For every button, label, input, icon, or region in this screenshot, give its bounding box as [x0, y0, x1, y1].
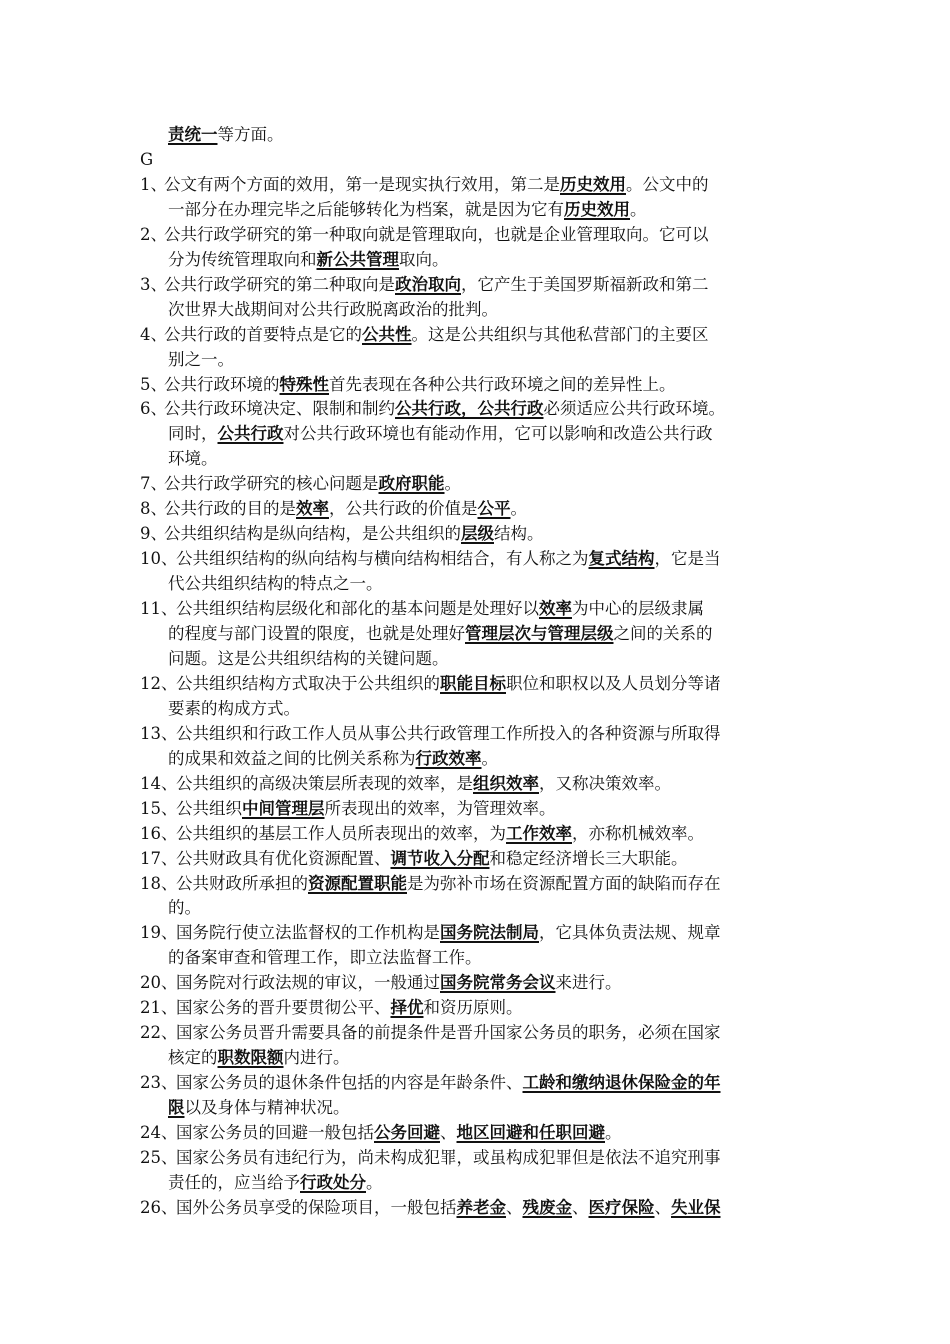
text-run: 公共行政环境决定、限制和制约: [164, 399, 395, 419]
item-number: 2、: [140, 224, 167, 244]
item-number: 15、: [140, 798, 178, 818]
text-run: 公共组织结构层级化和部化的基本问题是处理好以: [176, 599, 539, 619]
item-number: 14、: [140, 773, 178, 793]
item-text-line: [164, 222, 709, 247]
item-text-line: [164, 322, 709, 347]
item-text-line: [168, 621, 713, 646]
item-number: 3、: [140, 274, 167, 294]
answer-text: 养老金: [456, 1197, 506, 1217]
answer-text: 公平: [477, 499, 511, 519]
text-run: 必须适应公共行政环境。: [543, 399, 725, 419]
continuation-line: [168, 122, 284, 147]
item-text-line: [168, 421, 713, 446]
item-number: 9、: [140, 524, 167, 544]
item-text-line: [176, 1070, 721, 1095]
item-number: 25、: [140, 1147, 178, 1167]
item-number: 7、: [140, 474, 167, 494]
text-run: 国务院对行政法规的审议，一般通过: [176, 973, 440, 993]
item-number: 1、: [140, 174, 167, 194]
answer-text: 中间管理层: [242, 798, 325, 818]
text-run: 国家公务员的回避一般包括: [176, 1123, 374, 1142]
answer-text: 国务院常务会议: [440, 973, 556, 993]
text-run: 为中心的层级隶属: [572, 599, 704, 619]
answer-text: 政府职能: [378, 474, 445, 494]
item-text-line: [168, 696, 300, 721]
text-run: ，它产生于美国罗斯福新政和第二: [461, 274, 709, 294]
item-text-line: [168, 1170, 383, 1195]
text-run: 、: [654, 1197, 671, 1217]
item-number: 20、: [140, 973, 178, 993]
item-text-line: [176, 846, 688, 871]
item-text-line: [168, 945, 482, 970]
item-text-line: [176, 1195, 721, 1220]
answer-text: 资源配置职能: [308, 873, 407, 893]
item-text-line: [176, 771, 671, 796]
answer-text: 地区回避和任职回避: [456, 1123, 605, 1142]
text-run: 公共组织和行政工作人员从事公共行政管理工作所投入的各种资源与所取得: [176, 723, 721, 743]
text-run: 公共财政具有优化资源配置、: [176, 848, 391, 868]
item-number: 8、: [140, 499, 167, 519]
item-text-line: [168, 347, 234, 372]
answer-text: 行政处分: [300, 1172, 366, 1192]
answer-text: 行政效率: [415, 748, 482, 768]
text-run: 核定的: [168, 1048, 218, 1068]
text-run: 之间的关系的: [613, 624, 713, 643]
item-text-line: [176, 871, 721, 896]
item-number: 23、: [140, 1073, 178, 1093]
text-run: 别之一。: [168, 349, 234, 369]
text-run: ，又称决策效率。: [539, 773, 671, 793]
text-run: 公共组织结构方式取决于公共组织的: [176, 673, 440, 693]
text-run: 、: [506, 1197, 523, 1217]
item-text-line: [168, 446, 218, 471]
text-run: 等方面。: [217, 125, 284, 144]
item-number: 13、: [140, 723, 178, 743]
item-text-line: [168, 1045, 350, 1070]
answer-text: 公务回避: [374, 1123, 440, 1142]
text-run: ，它是当: [654, 549, 721, 569]
text-run: 、: [572, 1197, 589, 1217]
text-run: 。: [630, 199, 647, 219]
item-text-line: [164, 471, 461, 496]
answer-text: 残废金: [522, 1197, 572, 1217]
text-run: 一部分在办理完毕之后能够转化为档案，就是因为它有: [168, 199, 564, 219]
text-run: 。: [481, 748, 498, 768]
text-run: 环境。: [168, 449, 218, 469]
item-number: 21、: [140, 998, 178, 1018]
text-run: 。公文中的: [626, 174, 709, 194]
item-number: 4、: [140, 324, 167, 344]
item-number: 6、: [140, 399, 167, 419]
item-number: 19、: [140, 923, 178, 943]
text-run: 公共行政学研究的第二种取向是: [164, 274, 395, 294]
item-text-line: [168, 297, 498, 322]
item-number: 11、: [140, 599, 178, 619]
item-text-line: [176, 671, 721, 696]
text-run: 以及身体与精神状况。: [184, 1098, 350, 1118]
item-text-line: [176, 970, 622, 995]
answer-text: 新公共管理: [316, 249, 399, 269]
item-text-line: [168, 646, 449, 671]
text-run: 对公共行政环境也有能动作用，它可以影响和改造公共行政: [283, 424, 713, 444]
answer-text: 效率: [539, 599, 572, 619]
answer-text: 复式结构: [588, 549, 655, 569]
text-run: 。: [510, 499, 527, 519]
text-run: 。: [366, 1172, 383, 1192]
text-run: 。: [605, 1123, 622, 1142]
text-run: 公共组织的基层工作人员所表现出的效率，为: [176, 823, 506, 843]
text-run: 来进行。: [555, 973, 622, 993]
text-run: 次世界大战期间对公共行政脱离政治的批判。: [168, 299, 498, 319]
item-text-line: [168, 1095, 350, 1120]
answer-text: 国务院法制局: [440, 923, 539, 943]
item-text-line: [164, 521, 544, 546]
text-run: 。: [444, 474, 461, 494]
text-run: 和资历原则。: [423, 998, 523, 1018]
text-run: 内进行。: [283, 1048, 350, 1068]
text-run: ，它具体负责法规、规章: [539, 923, 721, 943]
text-run: 取向。: [399, 249, 449, 269]
answer-text: 公共性: [362, 324, 412, 344]
text-run: 公共行政学研究的第一种取向就是管理取向，也就是企业管理取向。它可以: [164, 224, 709, 244]
text-run: 首先表现在各种公共行政环境之间的差异性上。: [329, 374, 676, 394]
text-run: 、: [440, 1123, 457, 1142]
item-number: 18、: [140, 873, 178, 893]
item-text-line: [176, 920, 721, 945]
item-text-line: [176, 1120, 622, 1145]
item-text-line: [168, 746, 498, 771]
item-text-line: [164, 396, 725, 421]
item-text-line: [176, 546, 721, 571]
answer-text: 失业保: [671, 1197, 721, 1217]
section-letter: G: [140, 149, 154, 169]
text-run: 公共财政所承担的: [176, 873, 308, 893]
item-number: 26、: [140, 1197, 178, 1217]
item-text-line: [164, 496, 527, 521]
text-run: 公共行政环境的: [164, 374, 280, 394]
answer-text: 职能目标: [440, 673, 506, 693]
text-run: 公共组织结构是纵向结构，是公共组织的: [164, 524, 461, 544]
item-number: 24、: [140, 1123, 178, 1142]
answer-text: 层级: [461, 524, 494, 544]
text-run: 公文有两个方面的效用，第一是现实执行效用，第二是: [164, 174, 560, 194]
item-text-line: [168, 895, 201, 920]
text-run: 国家公务员晋升需要具备的前提条件是晋升国家公务员的职务，必须在国家: [176, 1023, 721, 1043]
text-run: 公共组织的高级决策层所表现的效率，是: [176, 773, 473, 793]
text-run: 和稳定经济增长三大职能。: [489, 848, 688, 868]
answer-text: 管理层次与管理层级: [465, 624, 614, 643]
answer-text: 工作效率: [506, 823, 572, 843]
item-number: 12、: [140, 673, 178, 693]
text-run: 所表现出的效率，为管理效率。: [324, 798, 556, 818]
answer-text: 公共行政，公共行政: [395, 399, 544, 419]
text-run: 国家公务的晋升要贯彻公平、: [176, 998, 391, 1018]
answer-text: 历史效用: [564, 199, 630, 219]
answer-text: 工龄和缴纳退休保险金的年: [522, 1073, 721, 1093]
answer-text: 职数限额: [217, 1048, 284, 1068]
text-run: 国家公务员的退休条件包括的内容是年龄条件、: [176, 1073, 523, 1093]
text-run: 的。: [168, 898, 201, 918]
item-text-line: [176, 721, 721, 746]
answer-text: 调节收入分配: [390, 848, 490, 868]
item-number: 16、: [140, 823, 178, 843]
text-run: 公共组织结构的纵向结构与横向结构相结合，有人称之为: [176, 549, 589, 569]
text-run: 的程度与部门设置的限度，也就是处理好: [168, 624, 465, 643]
text-run: 国务院行使立法监督权的工作机构是: [176, 923, 440, 943]
text-run: 问题。这是公共组织结构的关键问题。: [168, 648, 449, 668]
item-text-line: [164, 172, 709, 197]
text-run: ，亦称机械效率。: [572, 823, 704, 843]
item-text-line: [176, 1145, 721, 1170]
text-run: 公共组织: [176, 798, 242, 818]
item-number: 17、: [140, 848, 178, 868]
answer-text: 效率: [296, 499, 329, 519]
text-run: 公共行政的首要特点是它的: [164, 324, 362, 344]
text-run: 的成果和效益之间的比例关系称为: [168, 748, 416, 768]
text-run: 国家公务员有违纪行为，尚未构成犯罪，或虽构成犯罪但是依法不追究刑事: [176, 1147, 721, 1167]
item-text-line: [168, 197, 647, 222]
answer-text: 择优: [390, 998, 424, 1018]
text-run: 职位和职权以及人员划分等诸: [506, 673, 721, 693]
text-run: 公共行政的目的是: [164, 499, 296, 519]
text-run: 代公共组织结构的特点之一。: [168, 574, 383, 594]
item-text-line: [176, 1020, 721, 1045]
item-text-line: [176, 596, 704, 621]
text-run: 要素的构成方式。: [168, 698, 300, 718]
item-text-line: [168, 571, 383, 596]
answer-text: 公共行政: [217, 424, 284, 444]
answer-text: 特殊性: [279, 374, 329, 394]
answer-text: 历史效用: [560, 174, 626, 194]
text-run: 公共行政学研究的核心问题是: [164, 474, 379, 494]
text-run: ，公共行政的价值是: [329, 499, 478, 519]
item-text-line: [176, 995, 523, 1020]
answer-text: 限: [168, 1098, 185, 1118]
item-number: 22、: [140, 1023, 178, 1043]
answer-text: 政治取向: [395, 274, 461, 294]
item-text-line: [176, 821, 704, 846]
item-text-line: [168, 247, 449, 272]
text-run: 责任的，应当给予: [168, 1172, 300, 1192]
answer-text: 组织效率: [473, 773, 539, 793]
text-run: 国外公务员享受的保险项目，一般包括: [176, 1197, 457, 1217]
text-run: 的备案审查和管理工作，即立法监督工作。: [168, 948, 482, 968]
answer-text: 医疗保险: [588, 1197, 655, 1217]
text-run: 分为传统管理取向和: [168, 249, 317, 269]
item-number: 10、: [140, 549, 178, 569]
answer-text: 责统一: [168, 125, 218, 144]
item-text-line: [176, 796, 556, 821]
text-run: 结构。: [494, 524, 544, 544]
item-text-line: [164, 372, 676, 397]
text-run: 是为弥补市场在资源配置方面的缺陷而存在: [407, 873, 721, 893]
item-number: 5、: [140, 374, 167, 394]
text-run: 同时，: [168, 424, 218, 444]
text-run: 。这是公共组织与其他私营部门的主要区: [411, 324, 709, 344]
item-text-line: [164, 272, 709, 297]
